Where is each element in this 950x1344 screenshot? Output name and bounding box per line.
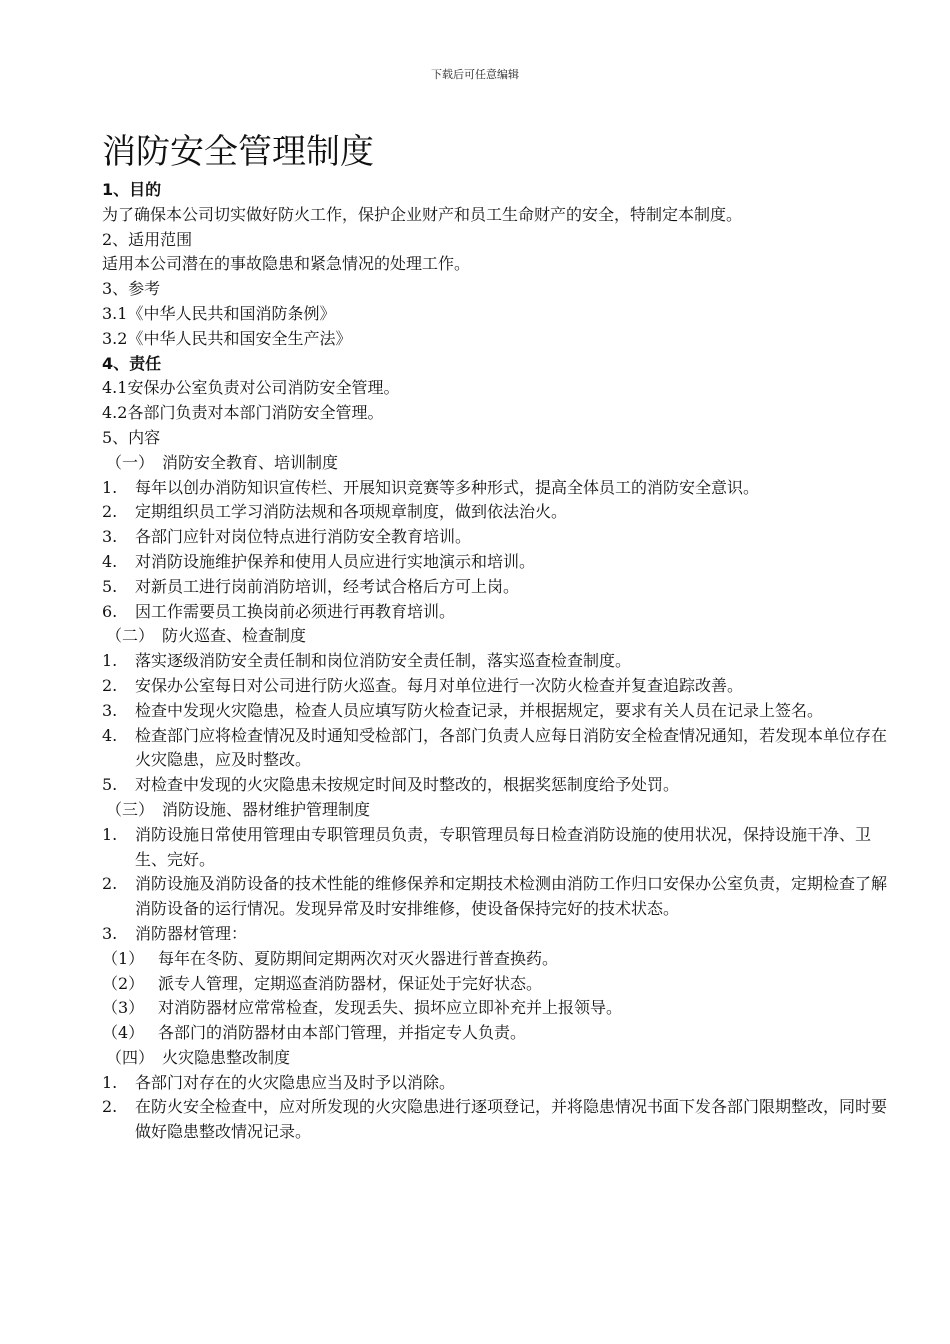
list-item: 1. 消防设施日常使用管理由专职管理员负责，专职管理员每日检查消防设施的使用状况，保持设施干净、卫生、完好。 [102, 824, 872, 869]
section-heading: 2、适用范围 [102, 229, 193, 249]
list-item: 5. 对新员工进行岗前消防培训，经考试合格后方可上岗。 [102, 576, 520, 596]
section-heading: 5、内容 [102, 427, 161, 447]
responsibility-item: 4.1安保办公室负责对公司消防安全管理。 [102, 378, 400, 398]
subsection-title: （三） 消防设施、器材维护管理制度 [106, 799, 371, 819]
subsection-title: （四） 火灾隐患整改制度 [106, 1047, 291, 1067]
document-body [102, 124, 902, 1145]
list-item: 4. 对消防设施维护保养和使用人员应进行实地演示和培训。 [102, 551, 536, 571]
list-item: 1. 每年以创办消防知识宣传栏、开展知识竞赛等多种形式，提高全体员工的消防安全意识。 [102, 477, 760, 497]
list-item: 3. 消防器材管理： [102, 923, 248, 943]
paragraph: 为了确保本公司切实做好防火工作，保护企业财产和员工生命财产的安全，特制定本制度。 [102, 204, 743, 224]
list-item: 3. 检查中发现火灾隐患，检查人员应填写防火检查记录，并根据规定，要求有关人员在记录上签名。 [102, 700, 824, 720]
document-title: 消防安全管理制度 [102, 132, 374, 172]
responsibility-item: 4.2各部门负责对本部门消防安全管理。 [102, 403, 384, 423]
section-heading: 4、责任 [102, 353, 162, 373]
list-item: 2. 消防设施及消防设备的技术性能的维修保养和定期技术检测由消防工作归口安保办公室负责，定期检查了解消防设备的运行情况。发现异常及时安排维修，使设备保持完好的技术状态。 [102, 874, 888, 919]
sub-list-item: （1） 每年在冬防、夏防期间定期两次对灭火器进行普查换药。 [102, 948, 559, 968]
list-item: 1. 落实逐级消防安全责任制和岗位消防安全责任制，落实巡查检查制度。 [102, 651, 632, 671]
list-item: 5. 对检查中发现的火灾隐患未按规定时间及时整改的，根据奖惩制度给予处罚。 [102, 775, 680, 795]
list-item: 2. 安保办公室每日对公司进行防火巡查。每月对单位进行一次防火检查并复查追踪改善。 [102, 675, 744, 695]
sub-list-item: （2） 派专人管理，定期巡查消防器材，保证处于完好状态。 [102, 973, 543, 993]
list-item: 6. 因工作需要员工换岗前必须进行再教育培训。 [102, 601, 456, 621]
paragraph: 适用本公司潜在的事故隐患和紧急情况的处理工作。 [102, 254, 471, 274]
subsection-title: （一） 消防安全教育、培训制度 [106, 452, 339, 472]
sub-list-item: （4） 各部门的消防器材由本部门管理，并指定专人负责。 [102, 1023, 527, 1043]
list-item: 4. 检查部门应将检查情况及时通知受检部门，各部门负责人应每日消防安全检查情况通知，若发现本单位存在火灾隐患，应及时整改。 [102, 725, 888, 770]
list-item: 2. 定期组织员工学习消防法规和各项规章制度，做到依法治火。 [102, 502, 568, 522]
list-item: 1. 各部门对存在的火灾隐患应当及时予以消除。 [102, 1072, 456, 1092]
subsection-title: （二） 防火巡查、检查制度 [106, 626, 307, 646]
reference-item: 3.2《中华人民共和国安全生产法》 [102, 328, 352, 348]
list-item: 3. 各部门应针对岗位特点进行消防安全教育培训。 [102, 527, 472, 547]
sub-list-item: （3） 对消防器材应常常检查，发现丢失、损坏应立即补充并上报领导。 [102, 998, 623, 1018]
reference-item: 3.1《中华人民共和国消防条例》 [102, 303, 336, 323]
list-item: 2. 在防火安全检查中，应对所发现的火灾隐患进行逐项登记，并将隐患情况书面下发各部门限期整改，同时要做好隐患整改情况记录。 [102, 1097, 888, 1142]
page-header: 下载后可任意编辑 [431, 68, 519, 81]
section-heading: 1、目的 [102, 180, 162, 199]
section-heading: 3、参考 [102, 279, 161, 299]
